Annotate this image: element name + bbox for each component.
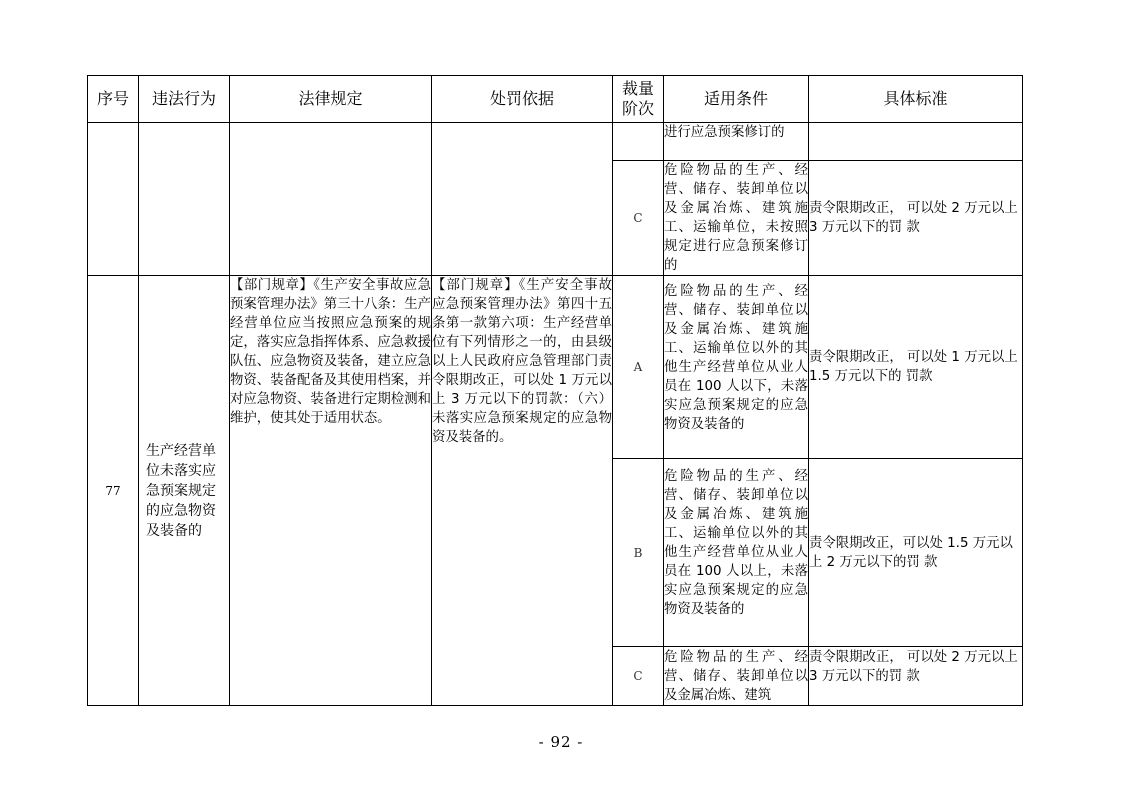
level-b: B xyxy=(613,459,664,647)
table-header-row xyxy=(88,76,1023,123)
item-number: 77 xyxy=(88,276,139,706)
continued-level-cell xyxy=(613,123,664,161)
condition-a: 危险物品的生产、经营、储存、装卸单位以及金属冶炼、建筑施工、运输单位以外的其他生产经营单位从业人员在 100 人以下，未落实应急预案规定的应急物资及装备的 xyxy=(664,276,809,459)
violation-behavior: 生产经营单位未落实应急预案规定的应急物资及装备的 xyxy=(146,442,216,539)
condition-c-prev: 危险物品的生产、经营、储存、装卸单位以及金属冶炼、建筑施工、运输单位，未按照规定进行应急预案修订的 xyxy=(664,161,809,276)
continued-basis-cell xyxy=(432,123,613,276)
header-serial: 序号 xyxy=(88,76,139,123)
violation-behavior-cell xyxy=(139,276,230,706)
condition-b: 危险物品的生产、经营、储存、装卸单位以及金属冶炼、建筑施工、运输单位以外的其他生产经营单位从业人员在 100 人以上，未落实应急预案规定的应急物资及装备的 xyxy=(664,459,809,647)
level-c-prev: C xyxy=(613,161,664,276)
standard-a: 责令限期改正， 可以处 1 万元以上 1.5 万元以下的 罚款 xyxy=(809,276,1023,459)
header-level: 裁量阶次 xyxy=(613,76,664,123)
law-provision: 【部门规章】《生产安全事故应急预案管理办法》第三十八条：生产经营单位应当按照应急预案的规定，落实应急指挥体系、应急救援队伍、应急物资及装备，建立应急物资、装备配备及其使用档案，并对应急物资、装备进行定期检测和维护，使其处于适用状态。 xyxy=(230,276,432,706)
header-penalty-basis: 处罚依据 xyxy=(432,76,613,123)
page-number: - 92 - xyxy=(538,733,584,751)
header-condition: 适用条件 xyxy=(664,76,809,123)
condition-c: 危险物品的生产、经营、储存、装卸单位以及金属冶炼、建筑 xyxy=(664,647,809,706)
continued-condition: 进行应急预案修订的 xyxy=(664,123,809,161)
header-standard: 具体标准 xyxy=(809,76,1023,123)
penalty-basis: 【部门规章】《生产安全事故应急预案管理办法》第四十五条第一款第六项：生产经营单位有下列情形之一的，由县级以上人民政府应急管理部门责令限期改正，可以处 1 万元以上 3 万元以下的罚款：（六）未落实应急预案规定的应急物资及装备的。 xyxy=(432,276,613,706)
continued-law-cell xyxy=(230,123,432,276)
continued-standard-cell xyxy=(809,123,1023,161)
header-law: 法律规定 xyxy=(230,76,432,123)
table-row xyxy=(88,123,1023,161)
standard-c-prev: 责令限期改正， 可以处 2 万元以上 3 万元以下的罚 款 xyxy=(809,161,1023,276)
table-row xyxy=(88,276,1023,459)
continued-serial-cell xyxy=(88,123,139,276)
level-c: C xyxy=(613,647,664,706)
penalty-standard-table xyxy=(87,75,1023,706)
standard-b: 责令限期改正，可以处 1.5 万元以上 2 万元以下的罚 款 xyxy=(809,459,1023,647)
standard-c: 责令限期改正， 可以处 2 万元以上 3 万元以下的罚 款 xyxy=(809,647,1023,706)
level-a: A xyxy=(613,276,664,459)
header-violation: 违法行为 xyxy=(139,76,230,123)
continued-behavior-cell xyxy=(139,123,230,276)
